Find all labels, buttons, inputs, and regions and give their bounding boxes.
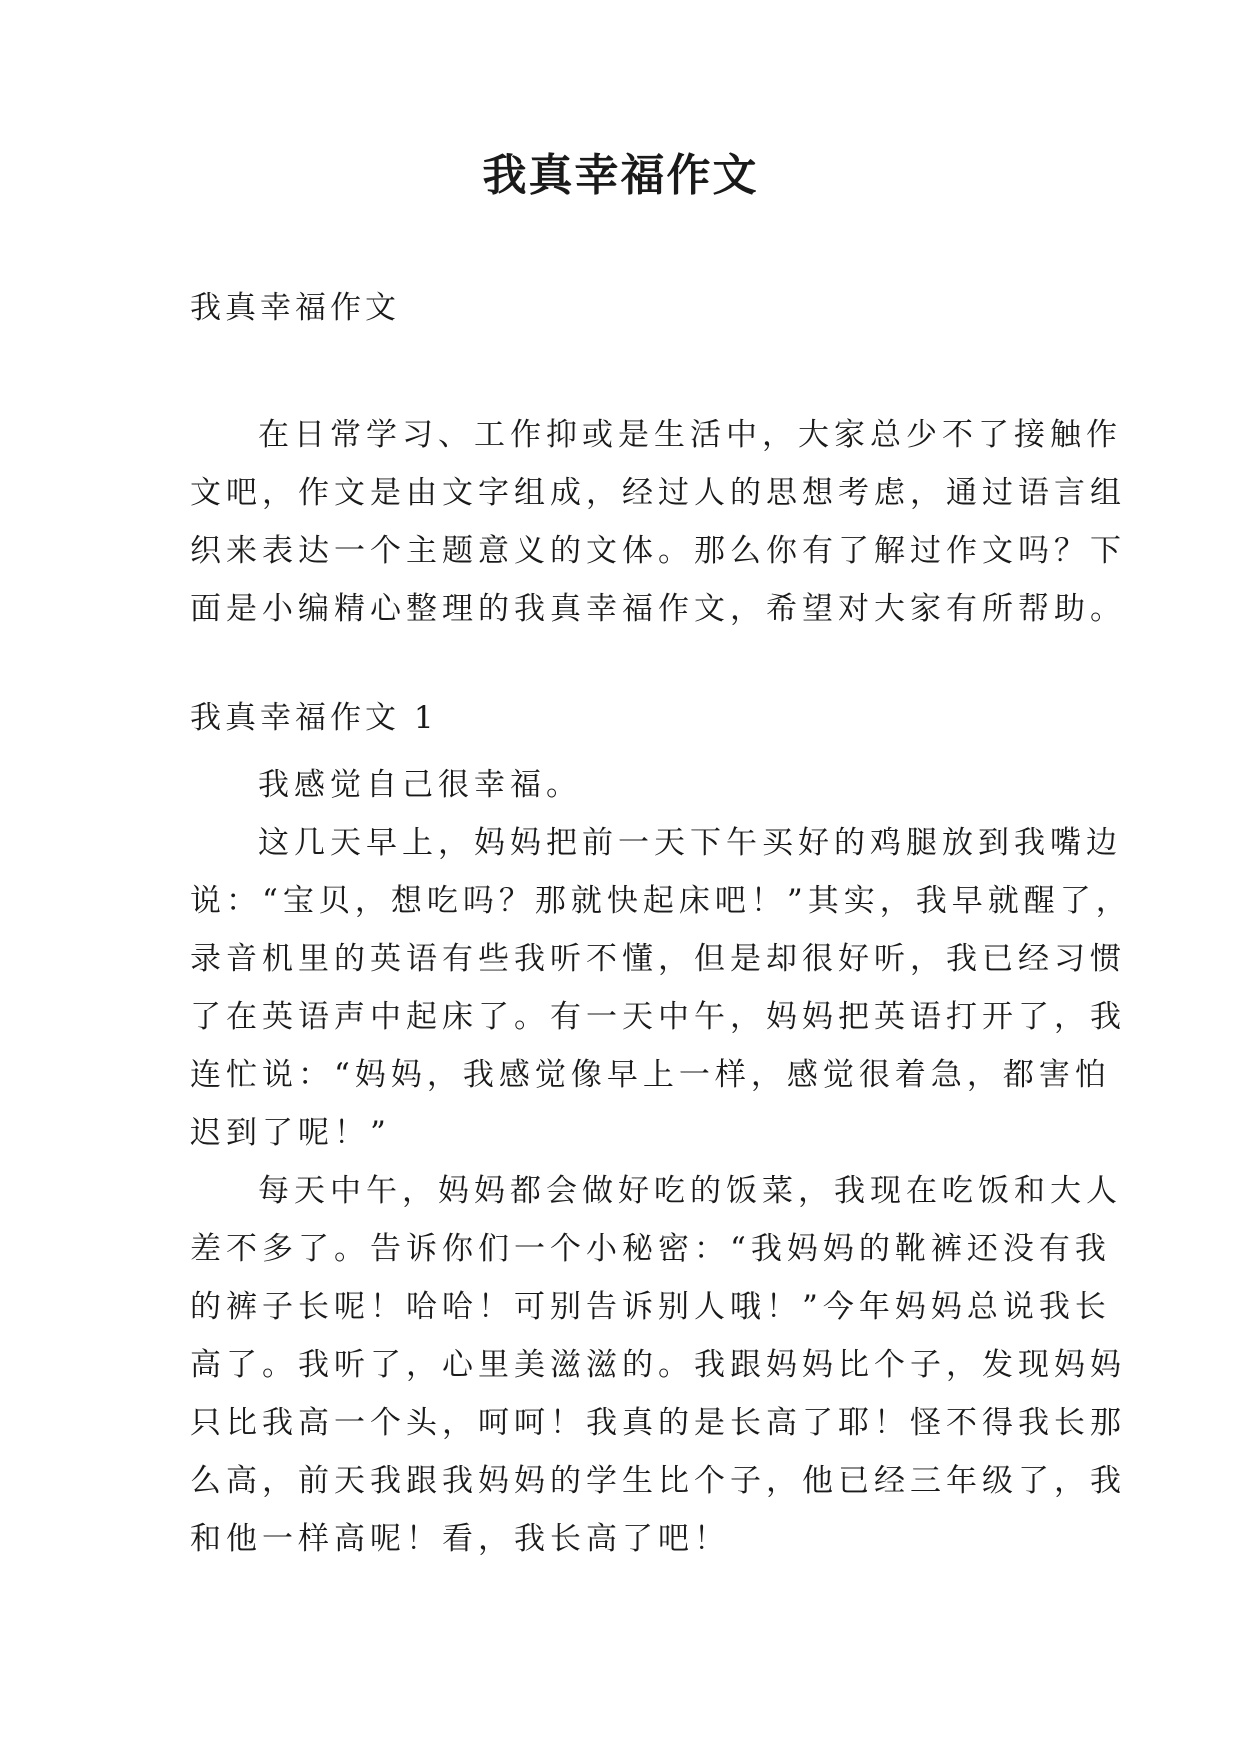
essay-line: 差不多了。告诉你们一个小秘密：“我妈妈的靴裤还没有我	[190, 1231, 1111, 1267]
intro-line: 文吧，作文是由文字组成，经过人的思想考虑，通过语言组	[190, 475, 1126, 511]
essay-line: 迟到了呢！”	[190, 1115, 391, 1151]
essay-body	[190, 756, 1132, 1568]
document-title: 我真幸福作文	[482, 150, 759, 201]
essay-paragraph	[190, 756, 1070, 814]
essay-line: 么高，前天我跟我妈妈的学生比个子，他已经三年级了，我	[190, 1463, 1126, 1499]
essay-line: 这几天早上，妈妈把前一天下午买好的鸡腿放到我嘴边	[258, 825, 1122, 861]
essay-paragraph	[190, 1162, 1126, 1568]
intro-line: 面是小编精心整理的我真幸福作文，希望对大家有所帮助。	[190, 591, 1126, 627]
intro-line: 在日常学习、工作抑或是生活中，大家总少不了接触作	[258, 417, 1122, 453]
essay-line: 只比我高一个头，呵呵！我真的是长高了耶！怪不得我长那	[190, 1405, 1126, 1441]
document-subtitle: 我真幸福作文	[190, 290, 400, 326]
essay-line: 连忙说：“妈妈，我感觉像早上一样，感觉很着急，都害怕	[190, 1057, 1111, 1093]
essay-paragraph	[190, 814, 1132, 1162]
essay-line: 每天中午，妈妈都会做好吃的饭菜，我现在吃饭和大人	[258, 1173, 1122, 1209]
essay-line: 说：“宝贝，想吃吗？那就快起床吧！”其实，我早就醒了，	[190, 883, 1132, 919]
essay-line: 录音机里的英语有些我听不懂，但是却很好听，我已经习惯	[190, 941, 1126, 977]
essay-line: 和他一样高呢！看，我长高了吧！	[190, 1521, 730, 1557]
section-heading: 我真幸福作文 1	[190, 700, 438, 736]
essay-line: 我感觉自己很幸福。	[258, 767, 582, 803]
intro-paragraph	[190, 406, 1126, 638]
intro-line: 织来表达一个主题意义的文体。那么你有了解过作文吗？下	[190, 533, 1126, 569]
essay-line: 了在英语声中起床了。有一天中午，妈妈把英语打开了，我	[190, 999, 1126, 1035]
essay-line: 高了。我听了，心里美滋滋的。我跟妈妈比个子，发现妈妈	[190, 1347, 1126, 1383]
essay-line: 的裤子长呢！哈哈！可别告诉别人哦！”今年妈妈总说我长	[190, 1289, 1111, 1325]
